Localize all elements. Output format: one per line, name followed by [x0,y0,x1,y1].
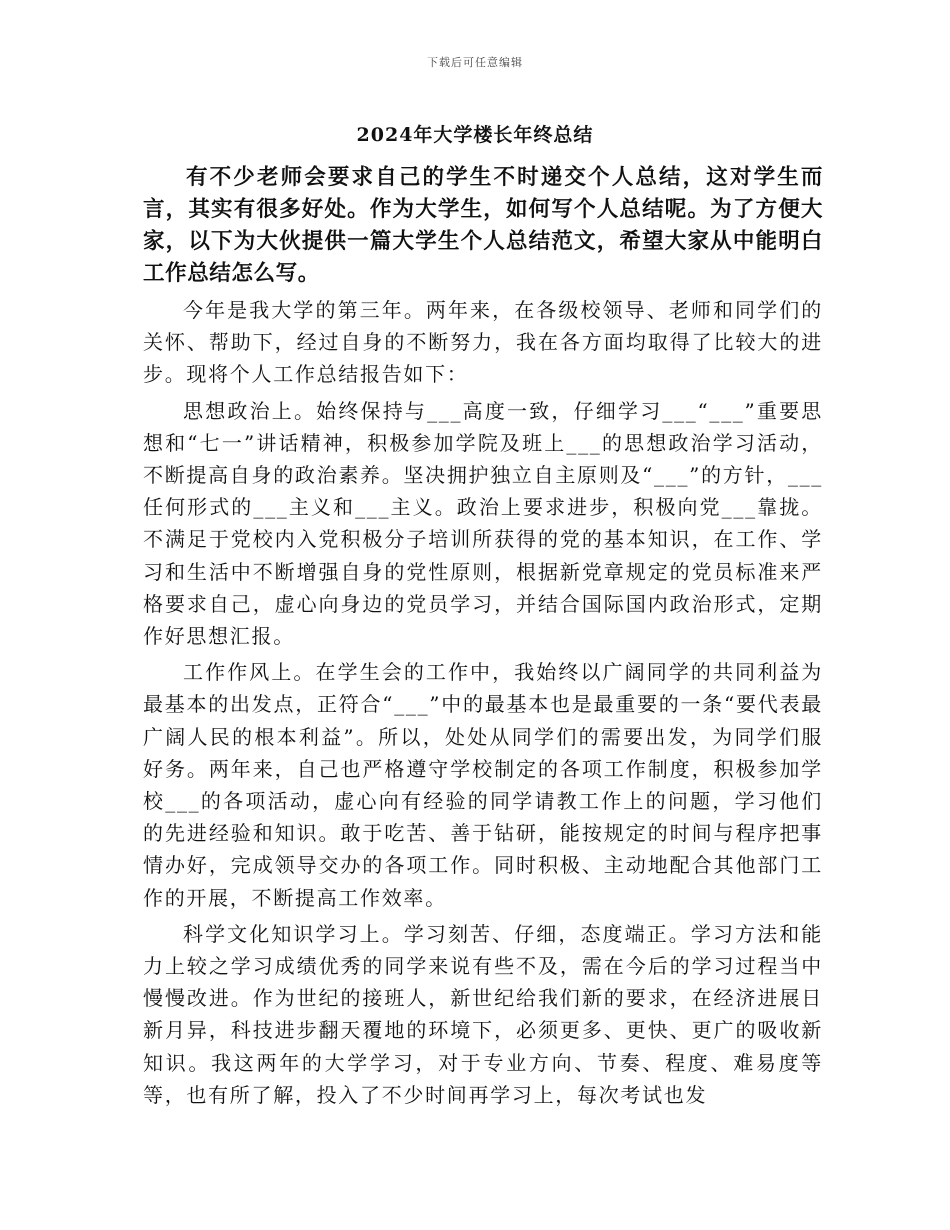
body-paragraph-4: 科学文化知识学习上。学习刻苦、仔细，态度端正。学习方法和能力上较之学习成绩优秀的同学来说有些不及，需在今后的学习过程当中慢慢改进。作为世纪的接班人，新世纪给我们新的要求，在经济进展日新月异，科技进步翻天覆地的环境下，必须更多、更快、更广的吸收新知识。我这两年的大学学习，对于专业方向、节奏、程度、难易度等等，也有所了解，投入了不少时间再学习上，每次考试也发 [143,921,823,1107]
body-paragraph-2: 思想政治上。始终保持与___高度一致，仔细学习___“___”重要思想和“七一”讲话精神，积极参加学院及班上___的思想政治学习活动，不断提高自身的政治素养。坚决拥护独立自主原则及“___”的方针，___任何形式的___主义和___主义。政治上要求进步，积极向党___靠拢。不满足于党校内入党积极分子培训所获得的党的基本知识，在工作、学习和生活中不断增强自身的党性原则，根据新党章规定的党员标准来严格要求自己，虚心向身边的党员学习，并结合国际国内政治形式，定期作好思想汇报。 [143,398,823,649]
page-header-note: 下载后可任意编辑 [427,56,523,69]
document-title: 2024年大学楼长年终总结 [356,124,594,146]
intro-paragraph: 有不少老师会要求自己的学生不时递交个人总结，这对学生而言，其实有很多好处。作为大学生，如何写个人总结呢。为了方便大家，以下为大伙提供一篇大学生个人总结范文，希望大家从中能明白工作总结怎么写。 [143,165,823,286]
document-body [143,162,823,1111]
body-paragraph-3: 工作作风上。在学生会的工作中，我始终以广阔同学的共同利益为最基本的出发点，正符合“___”中的最基本也是最重要的一条“要代表最广阔人民的根本利益”。所以，处处从同学们的需要出发，为同学们服好务。两年来，自己也严格遵守学校制定的各项工作制度，积极参加学校___的各项活动，虚心向有经验的同学请教工作上的问题，学习他们的先进经验和知识。敢于吃苦、善于钻研，能按规定的时间与程序把事情办好，完成领导交办的各项工作。同时积极、主动地配合其他部门工作的开展，不断提高工作效率。 [143,660,823,910]
body-paragraph-1: 今年是我大学的第三年。两年来，在各级校领导、老师和同学们的关怀、帮助下，经过自身的不断努力，我在各方面均取得了比较大的进步。现将个人工作总结报告如下： [143,298,823,387]
